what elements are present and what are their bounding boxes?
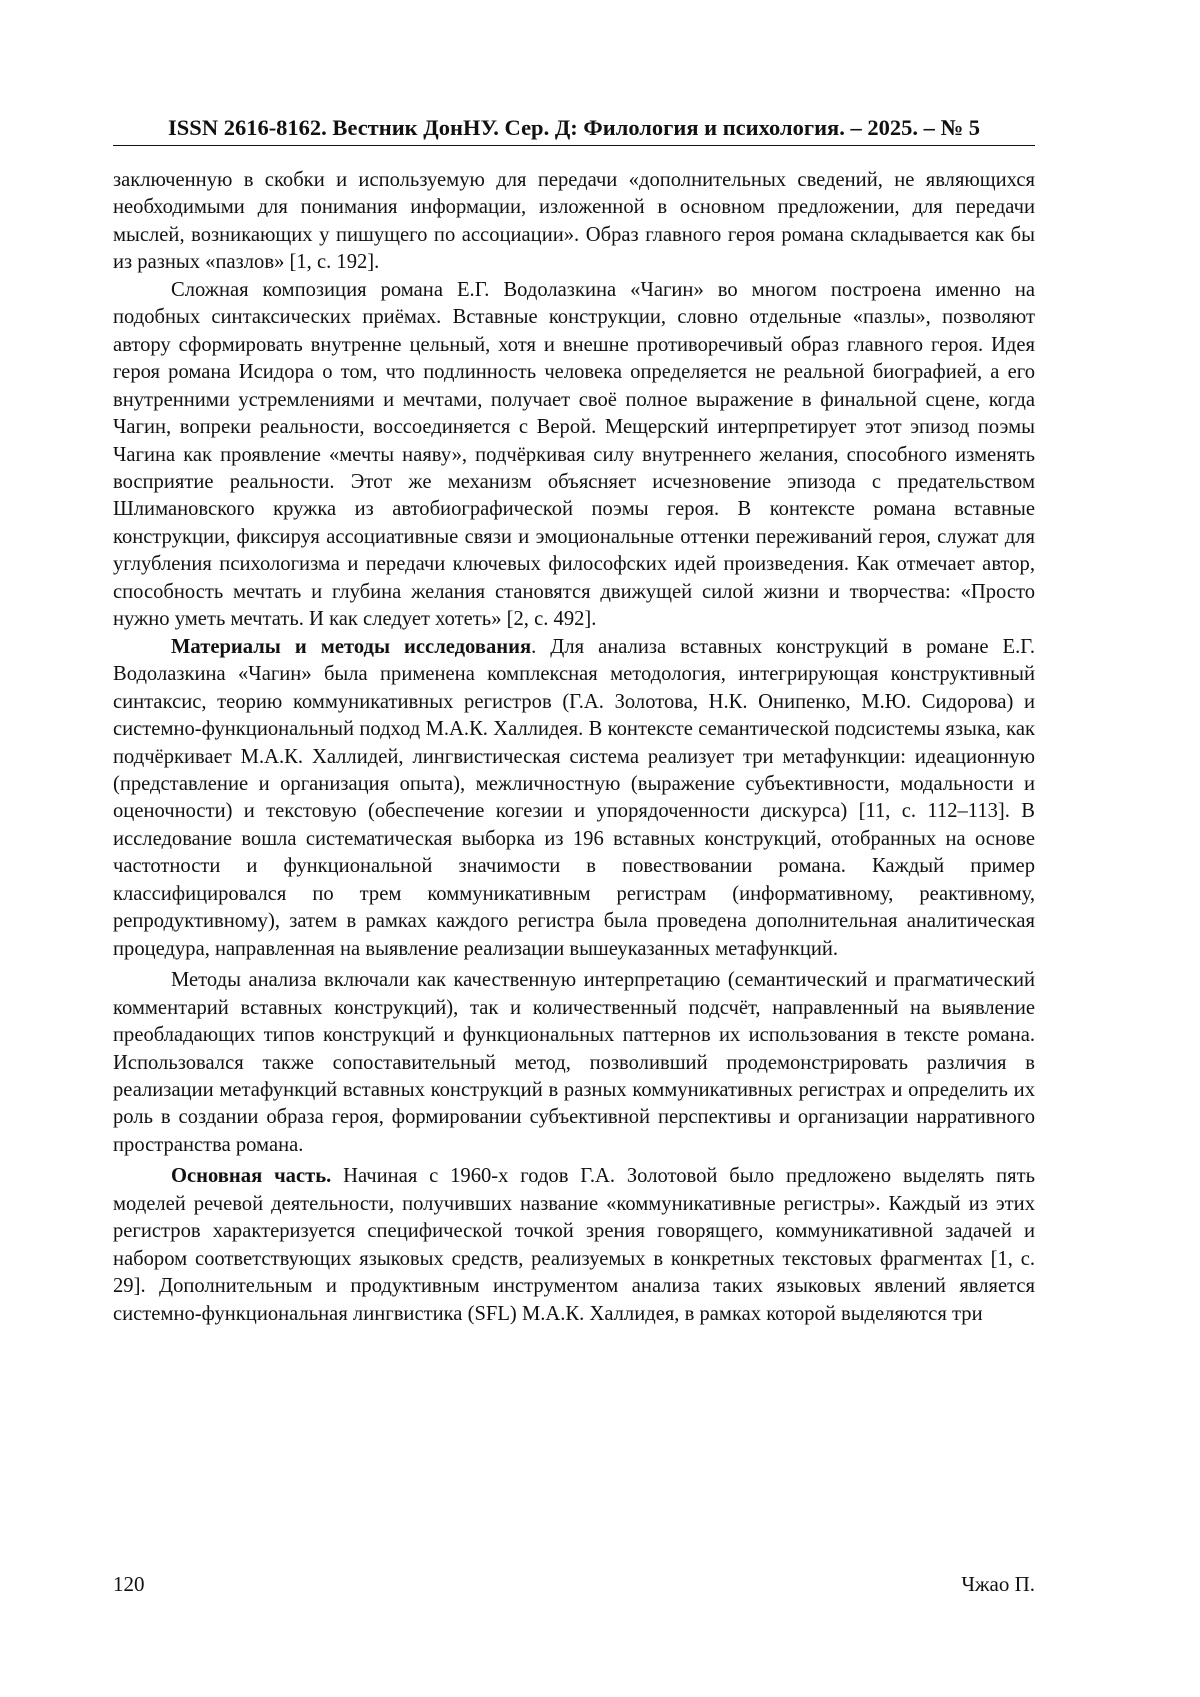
section-heading-main-part: Основная часть. [171,1165,332,1188]
paragraph-materials-methods [113,634,1035,963]
running-header: ISSN 2616-8162. Вестник ДонНУ. Сер. Д: Филология и психология. – 2025. – № 5 [113,114,1035,146]
paragraph-analysis-methods: Методы анализа включали как качественную интерпретацию (семантический и прагматический комментарий вставных конструкций), так и количественный подсчёт, направленный на выявление преобладающих типов конструкций и функциональных паттернов их использования в тексте романа. Использовался также сопоставительный метод, позволивший продемонстрировать различия в реализации метафункций вставных конструкций в разных коммуникативных регистрах и определить их роль в создании образа героя, формировании субъективной перспективы и организации нарративного пространства романа. [113,969,1035,1156]
article-body [113,167,1035,1328]
paragraph-materials-methods-text: . Для анализа вставных конструкций в романе Е.Г. Водолазкина «Чагин» была применена комплексная методология, интегрирующая конструктивный синтаксис, теорию коммуникативных регистров (Г.А. Золотова, Н.К. Онипенко, М.Ю. Сидорова) и системно-функциональный подход М.А.К. Халлидея. В контексте семантической подсистемы языка, как подчёркивает М.А.К. Халлидей, лингвистическая система реализует три метафункции: идеационную (представление и организация опыта), межличностную (выражение субъективности, модальности и оценочности) и текстовую (обеспечение когезии и упорядоченности дискурса) [11, с. 112–113]. В исследование вошла систематическая выборка из 196 вставных конструкций, отобранных на основе частотности и функциональной значимости в повествовании романа. Каждый пример классифицировался по трем коммуникативным регистрам (информативному, реактивному, репродуктивному), затем в рамках каждого регистра была проведена дополнительная аналитическая процедура, направленная на выявление реализации вышеуказанных метафункций. [113,635,1035,960]
section-heading-materials-methods: Материалы и методы исследования [171,635,532,658]
paragraph-composition: Сложная композиция романа Е.Г. Водолазкина «Чагин» во многом построена именно на подобных синтаксических приёмах. Вставные конструкции, словно отдельные «пазлы», позволяют автору сформировать внутренне цельный, хотя и внешне противоречивый образ главного героя. Идея героя романа Исидора о том, что подлинность человека определяется не реальной биографией, а его внутренними устремлениями и мечтами, получает своё полное выражение в финальной сцене, когда Чагин, вопреки реальности, воссоединяется с Верой. Мещерский интерпретирует этот эпизод поэмы Чагина как проявление «мечты наяву», подчёркивая силу внутреннего желания, способного изменять восприятие реальности. Этот же механизм объясняет исчезновение эпизода с предательством Шлимановского кружка из автобиографической поэмы героя. В контексте романа вставные конструкции, фиксируя ассоциативные связи и эмоциональные оттенки переживаний героя, служат для углубления психологизма и передачи ключевых философских идей произведения. Как отмечает автор, способность мечтать и глубина желания становятся движущей силой жизни и творчества: «Просто нужно уметь мечтать. И как следует хотеть» [2, с. 492]. [113,278,1035,631]
footer-author: Чжао П. [961,1572,1035,1596]
paragraph-main-part [113,1163,1035,1328]
paragraph-main-part-text: Начиная с 1960-х годов Г.А. Золотовой было предложено выделять пять моделей речевой деятельности, получивших название «коммуникативные регистры». Каждый из этих регистров характеризуется специфической точкой зрения говорящего, коммуникативной задачей и набором соответствующих языковых средств, реализуемых в конкретных текстовых фрагментах [1, с. 29]. Дополнительным и продуктивным инструментом анализа таких языковых явлений является системно-функциональная лингвистика (SFL) М.А.К. Халлидея, в рамках которой выделяются три [113,1165,1035,1325]
paragraph-continuation: заключенную в скобки и используемую для передачи «дополнительных сведений, не являющихся необходимыми для понимания информации, изложенной в основном предложении, для передачи мыслей, возникающих у пишущего по ассоциации». Образ главного героя романа складывается как бы из разных «пазлов» [1, с. 192]. [113,169,1035,274]
page-footer [113,1571,1035,1597]
page-number: 120 [113,1572,145,1596]
